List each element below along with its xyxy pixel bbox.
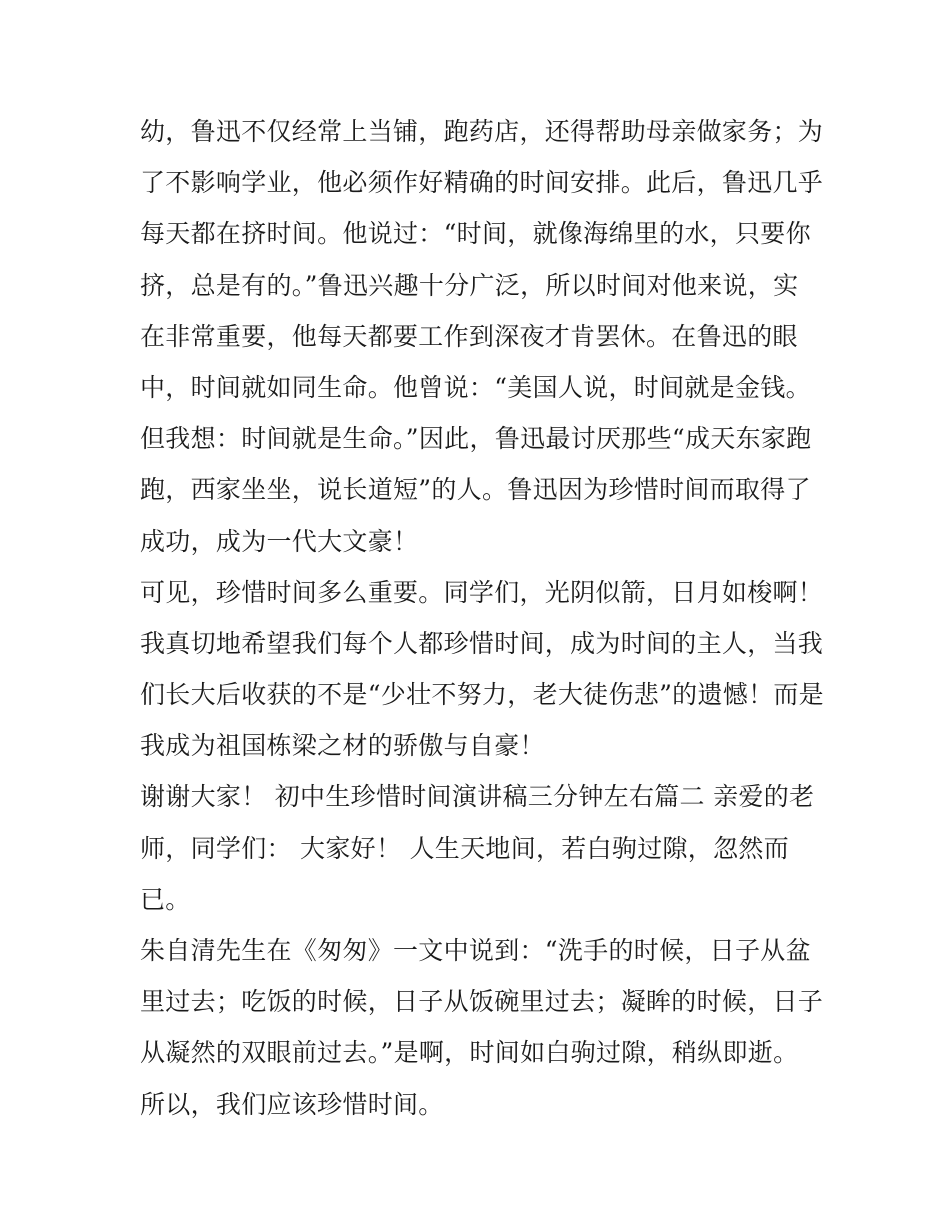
text-line: 每天都在挤时间。他说过：“时间，就像海绵里的水，只要你: [140, 219, 811, 249]
text-line: 已。: [140, 884, 191, 914]
text-line: 在非常重要，他每天都要工作到深夜才肯罢休。在鲁迅的眼: [140, 321, 798, 351]
text-line: 们长大后收获的不是“少壮不努力，老大徒伤悲”的遗憾！而是: [140, 680, 824, 710]
text-line: 成功，成为一代大文豪！: [140, 526, 419, 556]
text-line: 我成为祖国栋梁之材的骄傲与自豪！: [140, 731, 545, 761]
text-line: 了不影响学业，他必须作好精确的时间安排。此后，鲁迅几乎: [140, 168, 824, 198]
text-line: 但我想：时间就是生命。”因此，鲁迅最讨厌那些“成天东家跑: [140, 424, 812, 454]
text-line: 师，同学们： 大家好！ 人生天地间，若白驹过隙，忽然而: [140, 833, 789, 863]
text-line: 所以，我们应该珍惜时间。: [140, 1089, 444, 1119]
text-line: 朱自清先生在《匆匆》一文中说到：“洗手的时候，日子从盆: [140, 936, 811, 965]
text-line: 跑，西家坐坐，说长道短”的人。鲁迅因为珍惜时间而取得了: [140, 475, 811, 505]
text-line: 挤，总是有的。”鲁迅兴趣十分广泛，所以时间对他来说，实: [140, 270, 799, 300]
text-line: 我真切地希望我们每个人都珍惜时间，成为时间的主人，当我: [140, 628, 824, 658]
text-line: 可见，珍惜时间多么重要。同学们，光阴似箭，日月如梭啊！: [140, 577, 824, 607]
text-line: 里过去；吃饭的时候，日子从饭碗里过去；凝眸的时候，日子: [140, 987, 824, 1017]
text-line: 幼，鲁迅不仅经常上当铺，跑药店，还得帮助母亲做家务；为: [140, 117, 824, 146]
body-text: [140, 106, 830, 1130]
text-line: 中，时间就如同生命。他曾说：“美国人说，时间就是金钱。: [140, 372, 811, 402]
text-line: 从凝然的双眼前过去。”是啊，时间如白驹过隙，稍纵即逝。: [140, 1038, 799, 1068]
text-line: 谢谢大家！ 初中生珍惜时间演讲稿三分钟左右篇二 亲爱的老: [140, 782, 815, 812]
